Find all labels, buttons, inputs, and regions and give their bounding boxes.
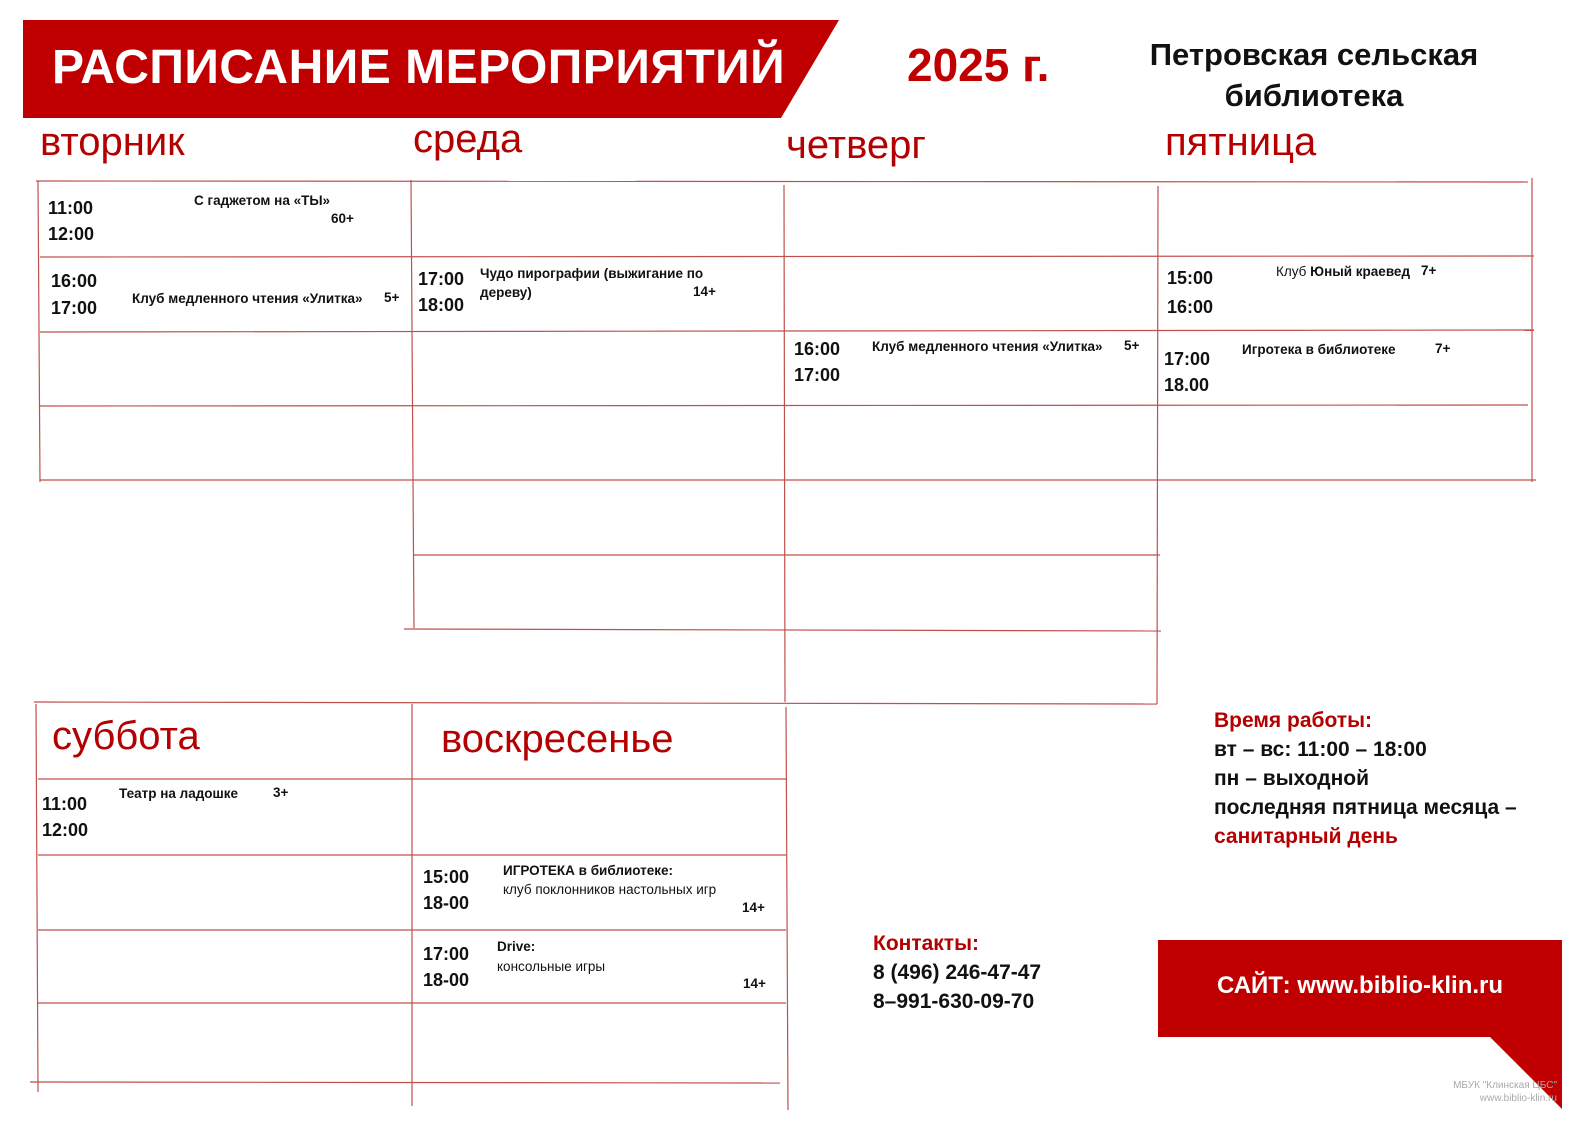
event-title-line1: Чудо пирографии (выжигание по <box>480 266 704 281</box>
event-time-end: 18-00 <box>423 893 470 913</box>
footer-line1: МБУК "Клинская ЦБС" <box>1453 1080 1557 1091</box>
event-title-bold: Юный краевед <box>1310 264 1411 279</box>
event-title: Drive: <box>497 939 536 954</box>
hours-line: последняя пятница месяца – <box>1214 796 1517 819</box>
event-title: Клуб медленного чтения «Улитка» <box>132 291 363 306</box>
event-time-start: 15:00 <box>1167 268 1214 288</box>
event-age-rating: 14+ <box>693 284 716 299</box>
event-time-start: 15:00 <box>423 867 470 887</box>
event-time-end: 12:00 <box>48 224 95 244</box>
event-age-rating: 3+ <box>273 785 289 800</box>
event-time-end: 16:00 <box>1167 297 1214 317</box>
event-title: Игротека в библиотеке <box>1242 342 1396 357</box>
event-time-end: 18.00 <box>1164 375 1210 395</box>
year-label: 2025 г. <box>907 39 1050 91</box>
footer-line2: www.biblio-klin.ru <box>1479 1093 1557 1104</box>
event-time-start: 17:00 <box>423 944 470 964</box>
hours-title: Время работы: <box>1214 709 1373 732</box>
day-heading-sunday: воскресенье <box>441 717 674 761</box>
library-name <box>1118 34 1510 116</box>
event-age-rating: 5+ <box>1124 338 1140 353</box>
event-age-rating: 60+ <box>331 211 354 226</box>
event-time-end: 18-00 <box>423 970 470 990</box>
day-heading-thursday: четверг <box>786 123 926 167</box>
event-title: Клуб медленного чтения «Улитка» <box>872 339 1103 354</box>
event-time-end: 18:00 <box>418 295 465 315</box>
day-heading-saturday: суббота <box>52 714 200 758</box>
event-title <box>1276 262 1410 281</box>
day-heading-tuesday: вторник <box>40 120 185 164</box>
phone-number: 8–991-630-09-70 <box>873 990 1035 1013</box>
footer-watermark <box>1337 1079 1557 1105</box>
event-time-start: 16:00 <box>794 339 841 359</box>
day-heading-friday: пятница <box>1165 120 1317 164</box>
page-title: РАСПИСАНИЕ МЕРОПРИЯТИЙ <box>52 41 786 94</box>
event-age-rating: 14+ <box>743 976 766 991</box>
event-subtitle: клуб поклонников настольных игр <box>503 882 717 897</box>
hours-line: вт – вс: 11:00 – 18:00 <box>1214 738 1427 761</box>
event-title: С гаджетом на «ТЫ» <box>194 193 331 208</box>
contacts-title: Контакты: <box>873 932 980 955</box>
event-age-rating: 7+ <box>1435 341 1451 356</box>
sanitary-day-label: санитарный день <box>1214 825 1398 848</box>
phone-number: 8 (496) 246-47-47 <box>873 961 1042 984</box>
hours-line: пн – выходной <box>1214 767 1370 790</box>
event-time-end: 12:00 <box>42 820 89 840</box>
event-time-start: 11:00 <box>42 794 88 814</box>
event-title-prefix: Клуб <box>1276 264 1311 279</box>
event-subtitle: консольные игры <box>497 959 606 974</box>
event-time-start: 17:00 <box>1164 349 1211 369</box>
event-time-start: 16:00 <box>51 271 98 291</box>
event-age-rating: 14+ <box>742 900 765 915</box>
event-age-rating: 5+ <box>384 290 400 305</box>
day-heading-wednesday: среда <box>413 117 523 161</box>
event-title-line2: дереву) <box>480 285 532 300</box>
event-age-rating: 7+ <box>1421 263 1437 278</box>
event-time-end: 17:00 <box>51 298 98 318</box>
site-link[interactable]: САЙТ: www.biblio-klin.ru <box>1216 972 1504 999</box>
event-time-end: 17:00 <box>794 365 841 385</box>
event-time-start: 17:00 <box>418 269 465 289</box>
library-name-line1: Петровская сельская <box>1149 37 1479 72</box>
library-name-line2: библиотека <box>1224 78 1404 113</box>
event-title: ИГРОТЕКА в библиотеке: <box>503 863 674 878</box>
event-title: Театр на ладошке <box>119 786 239 801</box>
event-time-start: 11:00 <box>48 198 94 218</box>
